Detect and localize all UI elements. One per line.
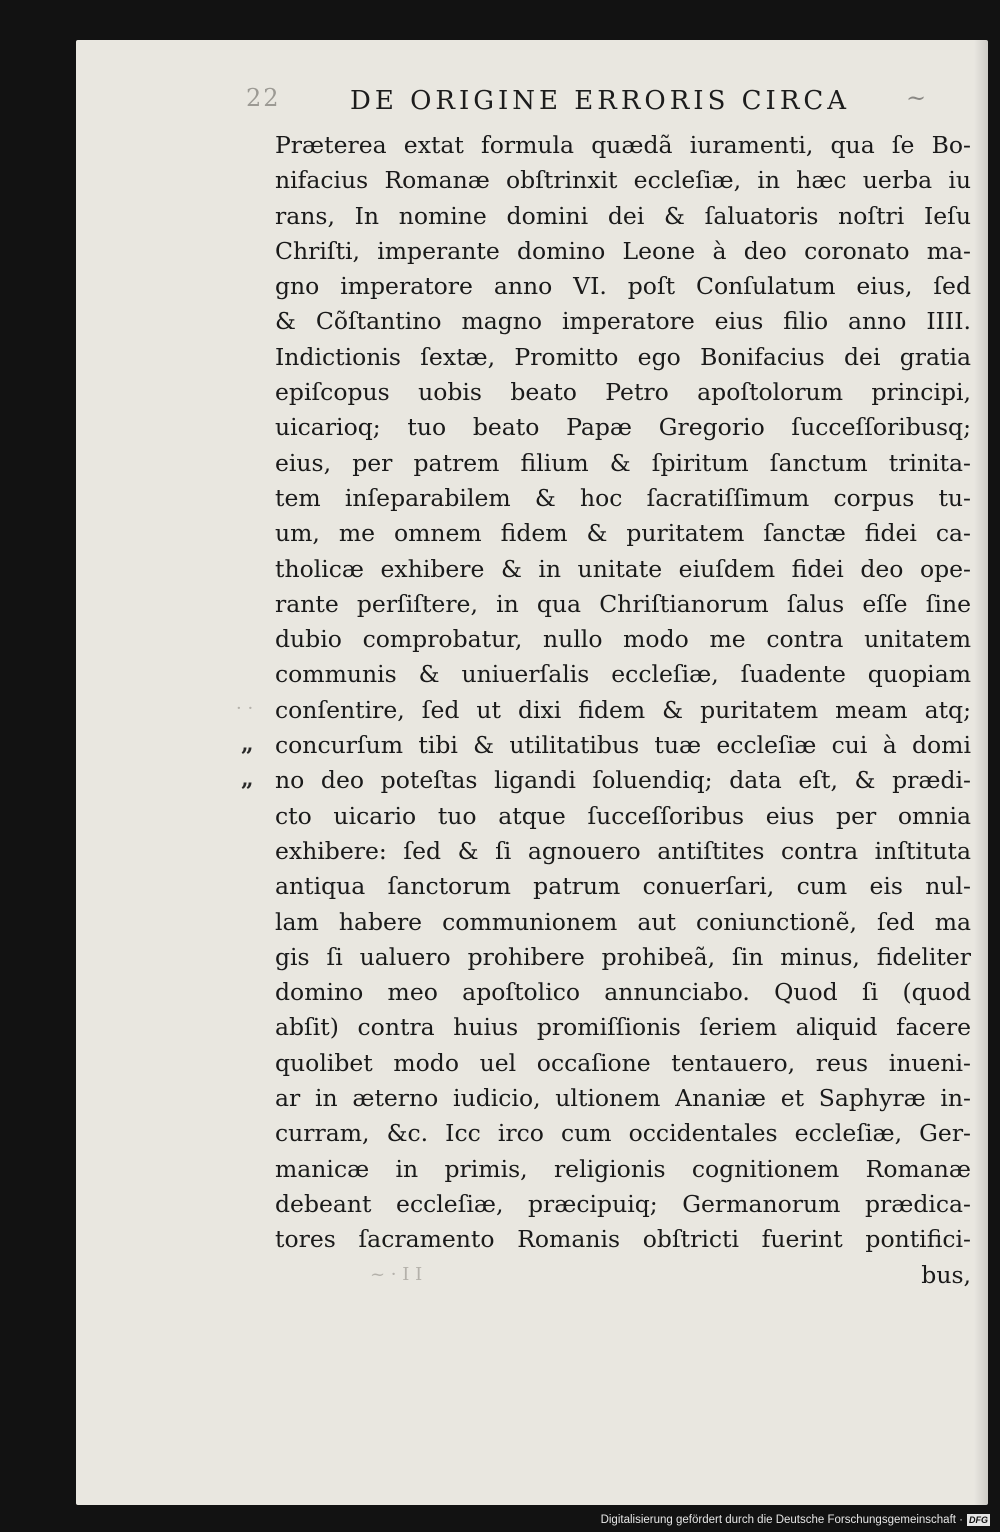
page-number: 22 xyxy=(246,84,281,112)
header-mark: ~ xyxy=(906,84,927,112)
text-line: & Cõſtantino magno imperatore eius filio anno IIII. xyxy=(275,307,971,336)
text-line: no deo poteſtas ligandi ſoluendiq; data eſt, & prædi- xyxy=(275,766,971,795)
text-line: antiqua ſanctorum patrum conuerſari, cum eis nul- xyxy=(275,872,971,901)
text-line: lam habere communionem aut coniunctionẽ, ſed ma xyxy=(275,907,971,936)
text-line: eius, per patrem filium & ſpiritum ſanctum trinita- xyxy=(275,448,971,477)
text-line: manicæ in primis, religionis cognitionem Romanæ xyxy=(275,1154,971,1183)
footer-credit-text: Digitalisierung gefördert durch die Deutsche Forschungsgemeinschaft · xyxy=(600,1514,963,1526)
text-line: communis & uniuerſalis eccleſiæ, ſuadente quopiam xyxy=(275,660,971,689)
text-line: gis ſi ualuero prohibere prohibeã, ſin minus, fideliter xyxy=(275,942,971,971)
text-line: rans, In nomine domini dei & ſaluatoris noſtri Ieſu xyxy=(275,201,971,230)
marginal-faint-mark: · · xyxy=(236,698,254,719)
text-line: nifacius Romanæ obſtrinxit eccleſiæ, in hæc uerba iu xyxy=(275,166,971,195)
body-text xyxy=(275,128,971,1293)
text-line: ar in æterno iudicio, ultionem Ananiæ et Saphyræ in- xyxy=(275,1084,971,1113)
text-line: cto uicario tuo atque ſucceſſoribus eius per omnia xyxy=(275,801,971,830)
running-title: DE ORIGINE ERRORIS CIRCA xyxy=(350,86,851,116)
marginal-quote-mark-1: „ xyxy=(241,731,254,757)
text-line: dubio comprobatur, nullo modo me contra unitatem xyxy=(275,625,971,654)
text-line: abſit) contra huius promiſſionis ſeriem aliquid facere xyxy=(275,1013,971,1042)
text-line: debeant eccleſiæ, præcipuiq; Germanorum prædica- xyxy=(275,1189,971,1218)
text-line: tholicæ exhibere & in unitate eiuſdem fidei deo ope- xyxy=(275,554,971,583)
text-line: Indictionis ſextæ, Promitto ego Bonifacius dei gratia xyxy=(275,342,971,371)
text-line: quolibet modo uel occaſione tentauero, reus inueni- xyxy=(275,1048,971,1077)
catchword: bus, xyxy=(921,1260,971,1289)
dfg-logo: DFG xyxy=(969,1515,988,1525)
text-line: exhibere: ſed & ſi agnouero antiſtites contra inſtituta xyxy=(275,836,971,865)
text-line: epiſcopus uobis beato Petro apoſtolorum principi, xyxy=(275,378,971,407)
text-line: tem inſeparabilem & hoc ſacratiſſimum corpus tu- xyxy=(275,483,971,512)
text-line: gno imperatore anno VI. poſt Conſulatum eius, ſed xyxy=(275,272,971,301)
text-line: uicarioq; tuo beato Papæ Gregorio ſucceſſoribusq; xyxy=(275,413,971,442)
marginal-quote-mark-2: „ xyxy=(241,766,254,792)
text-line: Chriſti, imperante domino Leone à deo coronato ma- xyxy=(275,236,971,265)
footer-credit xyxy=(601,1514,990,1526)
text-line: tores ſacramento Romanis obſtricti fuerint pontifici- xyxy=(275,1225,971,1254)
text-line: um, me omnem fidem & puritatem ſanctæ fidei ca- xyxy=(275,519,971,548)
text-line: domino meo apoſtolico annunciabo. Quod ſi (quod xyxy=(275,978,971,1007)
text-line: rante perſiſtere, in qua Chriſtianorum ſalus eſſe ſine xyxy=(275,589,971,618)
text-line: conſentire, ſed ut dixi fidem & puritatem meam atq; xyxy=(275,695,971,724)
text-line: curram, &c. Icc irco cum occidentales eccleſiæ, Ger- xyxy=(275,1119,971,1148)
text-line: Præterea extat formula quædã iuramenti, qua ſe Bo- xyxy=(275,131,971,159)
bleed-through-mark: ~ · I I xyxy=(370,1264,423,1285)
text-line: concurſum tibi & utilitatibus tuæ eccleſiæ cui à domi xyxy=(275,731,971,760)
